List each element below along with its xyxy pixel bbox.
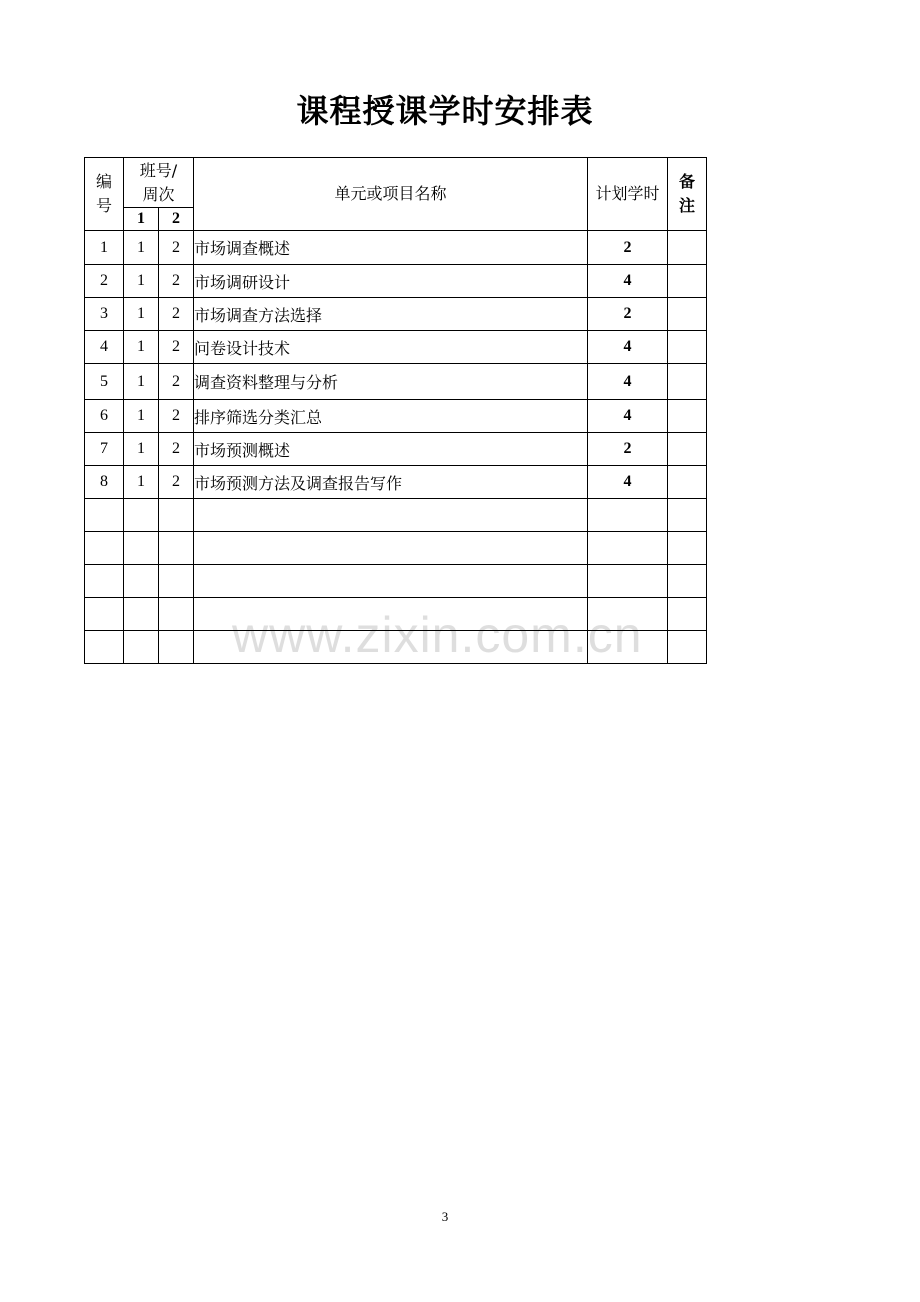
row-planned-hours: 4 (588, 331, 668, 364)
empty-cell (159, 631, 194, 664)
empty-cell (159, 499, 194, 532)
table-row (85, 331, 707, 364)
empty-row (85, 598, 707, 631)
row-week-2: 2 (159, 466, 194, 499)
table-row (85, 433, 707, 466)
row-unit-name: 市场预测方法及调查报告写作 (194, 466, 588, 499)
empty-cell (194, 565, 588, 598)
row-remarks (668, 331, 707, 364)
row-number: 6 (85, 400, 124, 433)
row-planned-hours: 2 (588, 433, 668, 466)
row-planned-hours: 4 (588, 265, 668, 298)
row-remarks (668, 400, 707, 433)
row-remarks (668, 265, 707, 298)
empty-cell (194, 598, 588, 631)
page-title: 课程授课学时安排表 (296, 92, 594, 130)
empty-cell (588, 565, 668, 598)
table-row (85, 466, 707, 499)
row-remarks (668, 364, 707, 400)
empty-cell (159, 565, 194, 598)
row-unit-name: 市场调查概述 (194, 231, 588, 265)
empty-cell (85, 565, 124, 598)
empty-row (85, 499, 707, 532)
row-week-1: 1 (124, 265, 159, 298)
table-row (85, 231, 707, 265)
empty-row (85, 565, 707, 598)
header-unit-name: 单元或项目名称 (194, 158, 588, 231)
empty-cell (85, 598, 124, 631)
empty-cell (588, 598, 668, 631)
empty-cell (85, 499, 124, 532)
row-remarks (668, 466, 707, 499)
row-number: 7 (85, 433, 124, 466)
row-unit-name: 市场预测概述 (194, 433, 588, 466)
row-planned-hours: 2 (588, 231, 668, 265)
empty-cell (159, 532, 194, 565)
empty-cell (124, 532, 159, 565)
table-row (85, 400, 707, 433)
header-class-week: 班号/周次 (124, 158, 194, 208)
header-remarks: 备注 (668, 158, 707, 231)
page-number: 3 (441, 1209, 449, 1224)
row-week-1: 1 (124, 364, 159, 400)
empty-cell (194, 631, 588, 664)
empty-cell (194, 532, 588, 565)
table-row (85, 364, 707, 400)
row-week-1: 1 (124, 433, 159, 466)
empty-row (85, 532, 707, 565)
row-week-1: 1 (124, 298, 159, 331)
row-planned-hours: 4 (588, 400, 668, 433)
table-row (85, 265, 707, 298)
empty-row (85, 631, 707, 664)
empty-cell (668, 565, 707, 598)
row-week-2: 2 (159, 231, 194, 265)
row-week-2: 2 (159, 331, 194, 364)
row-unit-name: 市场调查方法选择 (194, 298, 588, 331)
empty-cell (124, 499, 159, 532)
row-planned-hours: 4 (588, 466, 668, 499)
row-number: 4 (85, 331, 124, 364)
row-week-2: 2 (159, 400, 194, 433)
header-week-1: 1 (124, 208, 159, 231)
header-week-2: 2 (159, 208, 194, 231)
row-planned-hours: 2 (588, 298, 668, 331)
empty-cell (668, 532, 707, 565)
row-week-2: 2 (159, 433, 194, 466)
empty-cell (124, 631, 159, 664)
empty-cell (668, 631, 707, 664)
row-week-2: 2 (159, 265, 194, 298)
empty-cell (668, 499, 707, 532)
row-week-2: 2 (159, 298, 194, 331)
row-week-1: 1 (124, 231, 159, 265)
header-number: 编号 (85, 158, 124, 231)
empty-cell (588, 499, 668, 532)
row-week-1: 1 (124, 466, 159, 499)
header-planned-hours: 计划学时 (588, 158, 668, 231)
row-unit-name: 调查资料整理与分析 (194, 364, 588, 400)
row-unit-name: 问卷设计技术 (194, 331, 588, 364)
schedule-table (84, 157, 707, 664)
row-unit-name: 排序筛选分类汇总 (194, 400, 588, 433)
empty-cell (124, 565, 159, 598)
row-number: 2 (85, 265, 124, 298)
empty-cell (668, 598, 707, 631)
row-number: 1 (85, 231, 124, 265)
row-number: 5 (85, 364, 124, 400)
row-number: 3 (85, 298, 124, 331)
empty-cell (159, 598, 194, 631)
row-week-1: 1 (124, 400, 159, 433)
row-week-2: 2 (159, 364, 194, 400)
empty-cell (124, 598, 159, 631)
empty-cell (194, 499, 588, 532)
watermark: www.zixin.com.cn (232, 607, 643, 663)
row-remarks (668, 231, 707, 265)
header-row (85, 158, 707, 208)
row-remarks (668, 298, 707, 331)
empty-cell (85, 631, 124, 664)
row-planned-hours: 4 (588, 364, 668, 400)
empty-cell (588, 532, 668, 565)
row-unit-name: 市场调研设计 (194, 265, 588, 298)
table-row (85, 298, 707, 331)
empty-cell (85, 532, 124, 565)
row-week-1: 1 (124, 331, 159, 364)
empty-cell (588, 631, 668, 664)
row-remarks (668, 433, 707, 466)
row-number: 8 (85, 466, 124, 499)
